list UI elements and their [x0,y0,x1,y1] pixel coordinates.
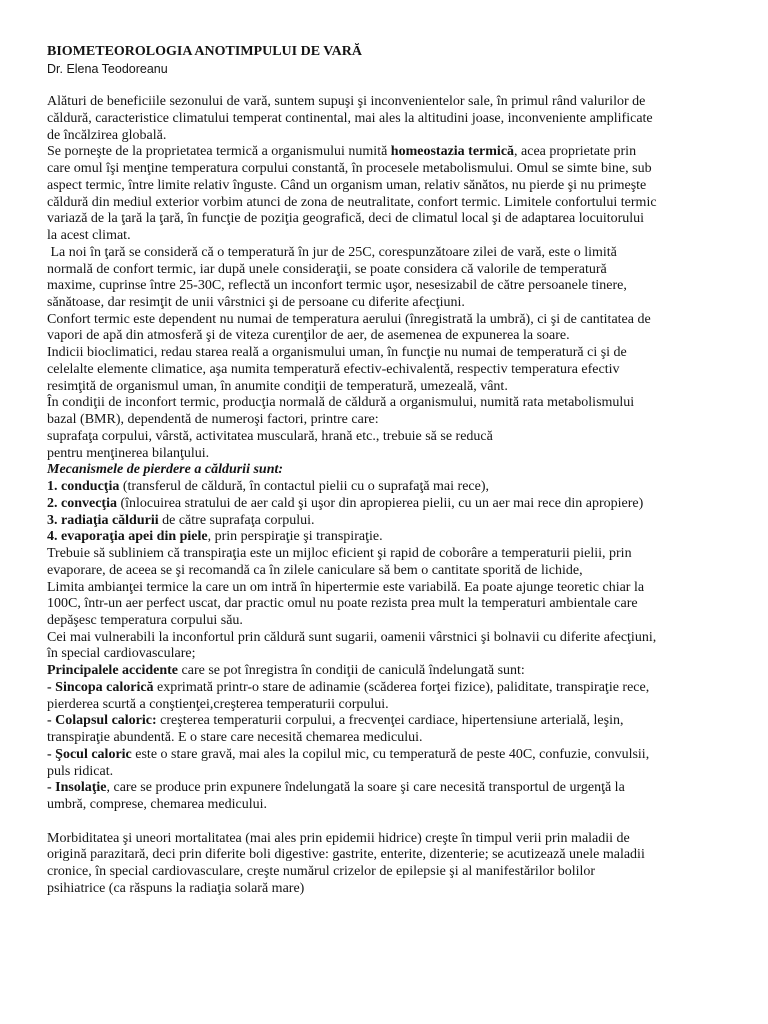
text-line [47,345,744,362]
paragraph [47,245,744,312]
bold-term: 1. conducţia [47,479,120,495]
text-run: Indicii bioclimatici, redau starea reală a organismului uman, în funcţie nu numai de temperatură ci şi de [47,345,627,361]
text-line [47,412,744,429]
text-line [47,328,744,345]
paragraph [47,395,744,462]
text-line [47,881,744,898]
bold-term: 3. radiaţia căldurii [47,512,159,528]
subheading-text: Mecanismele de pierdere a căldurii sunt: [47,462,284,478]
author-name: Dr. Elena Teodoreanu [47,61,168,76]
text-run: resimţită de organismul uman, în anumite condiţii de temperatură, umezeală, vânt. [47,378,508,394]
text-line [47,362,744,379]
text-run: cronice, în special cardiovasculare, creşte numărul crizelor de epilepsie şi al manifestărilor bolilor [47,863,596,879]
text-run: La noi în ţară se consideră că o temperatură în jur de 25C, corespunzătoare zilei de vară, este o limită [47,244,617,260]
text-line [47,278,744,295]
text-line [47,630,744,647]
bold-term: - Sincopa calorică [47,679,154,695]
text-run: transpiraţie abundentă. E o stare care necesită chemarea medicului. [47,730,423,746]
text-run: Alături de beneficiile sezonului de vară, suntem supuşi şi inconvenientelor sale, în primul rând valurilor de [47,94,646,110]
text-line [47,529,744,546]
paragraph [47,630,744,663]
text-line [47,546,744,563]
text-line [47,245,744,262]
text-run: maxime, cuprinse între 25-30C, reflectă un inconfort termic uşor, nesesizabil de către persoanele tinere, [47,278,627,294]
paragraph [47,546,744,579]
paragraph [47,479,744,496]
text-line [47,580,744,597]
text-line [47,94,744,111]
text-line [47,680,744,697]
paragraph [47,713,744,746]
text-line [47,513,744,530]
text-line [47,144,744,161]
text-line [47,596,744,613]
text-line [47,211,744,228]
text-line [47,429,744,446]
text-run: Limita ambianţei termice la care un om intră în hipertermie este variabilă. Ea poate ajunge teoretic chiar la [47,579,645,595]
bold-term: 2. convecţia [47,495,117,511]
bold-term: - Colapsul caloric: [47,713,157,729]
bold-term: - Insolaţie [47,780,107,796]
paragraph [47,580,744,630]
text-line [47,479,744,496]
text-line [47,563,744,580]
text-run: căldură din mediul exterior vorbim atunci de zona de neutralitate, confort termic. Limitele confortului termic [47,194,657,210]
text-run: exprimată printr-o stare de adinamie (scăderea forţei fizice), paliditate, transpiraţie rece, [153,679,650,695]
paragraph [47,94,744,144]
text-run: Cei mai vulnerabili la inconfortul prin căldură sunt sugarii, oamenii vârstnici şi bolnavii cu diferite afecţiuni, [47,629,657,645]
text-line [47,697,744,714]
text-line [47,178,744,195]
bold-term: Principalele accidente [47,663,179,679]
text-run: suprafaţa corpului, vârstă, activitatea musculară, hrană etc., trebuie să se reducă [47,428,493,444]
text-run: psihiatrice (ca răspuns la radiaţia solară mare) [47,880,305,896]
paragraph [47,680,744,713]
document-section [47,94,744,814]
text-line [47,864,744,881]
text-run: Morbiditatea şi uneori mortalitatea (mai ales prin epidemii hidrice) creşte în timpul verii prin maladii de [47,830,630,846]
text-line [47,713,744,730]
text-run: umbră, comprese, chemarea medicului. [47,797,268,813]
paragraph [47,831,744,898]
paragraph [47,780,744,813]
text-line [47,831,744,848]
text-run: este o stare gravă, mai ales la copilul mic, cu temperatură de peste 40C, confuzie, convulsii, [131,746,650,762]
bold-term: - Şocul caloric [47,746,132,762]
text-run: de către suprafaţa corpului. [158,512,315,528]
text-run: sănătoase, dar resimţit de unii vârstnici şi de persoane cu diferite afecţiuni. [47,295,465,311]
text-line [47,496,744,513]
paragraph [47,513,744,530]
text-run: în special cardiovasculare; [47,646,196,662]
document-section [47,831,744,898]
text-line [47,446,744,463]
text-line [47,312,744,329]
text-run: creşterea temperaturii corpului, a frecvenţei cardiace, hipertensiune arterială, leşin, [156,713,624,729]
text-run: depăşesc temperatura corpului său. [47,612,243,628]
text-run: la acest climat. [47,228,131,244]
text-line [47,395,744,412]
text-line [47,111,744,128]
text-run: puls ridicat. [47,763,114,779]
paragraph [47,747,744,780]
text-line [47,780,744,797]
text-run: de încălzirea globală. [47,127,167,143]
text-run: , acea proprietate prin [514,144,637,160]
text-line [47,195,744,212]
text-line [47,730,744,747]
text-line [47,262,744,279]
text-line [47,663,744,680]
paragraph [47,529,744,546]
paragraph [47,312,744,345]
text-run: pierderea scurtă a conştienţei,creşterea temperaturii corpului. [47,696,389,712]
text-line [47,764,744,781]
text-run: variază de la ţară la ţară, în funcţie de poziţia geografică, deci de climatul local şi de adaptarea locuitorului [47,211,645,227]
document-title: BIOMETEOROLOGIA ANOTIMPULUI DE VARĂ [47,44,362,59]
paragraph [47,345,744,395]
text-line [47,646,744,663]
text-run: origină parazitară, deci prin diferite boli digestive: gastrite, enterite, dizenterie; se acutizează unele maladii [47,847,645,863]
text-run: care omul îşi menţine temperatura corpului constantă, în procesele metabolismului. Omul se simte bine, sub [47,161,652,177]
text-run: vapori de apă din atmosferă şi de viteza curenţilor de aer, de asemenea de expunerea la soare. [47,328,570,344]
text-line [47,228,744,245]
text-line [47,747,744,764]
text-line [47,613,744,630]
document-header [47,44,744,77]
text-line [47,462,744,479]
text-line [47,847,744,864]
bold-term: 4. evaporaţia apei din piele [47,529,208,545]
text-run: bazal (BMR), dependentă de numeroşi factori, printre care: [47,412,379,428]
paragraph [47,144,744,244]
text-run: normală de confort termic, iar după unele consideraţii, se poate considera că valorile de temperatură [47,261,607,277]
text-run: (înlocuirea stratului de aer cald şi uşor din apropierea pielii, cu un aer mai rece din apropiere) [116,495,644,511]
text-run: (transferul de căldură, în contactul pielii cu o suprafaţă mai rece), [119,479,490,495]
text-run: Trebuie să subliniem că transpiraţia este un mijloc eficient şi rapid de coborâre a temperaturii pielii, prin [47,546,632,562]
document-body [47,94,744,897]
text-run: aspect termic, între limite relativ înguste. Când un organism uman, relativ sănătos, nu pierde şi nu primeşte [47,177,647,193]
text-run: pentru menţinerea bilanţului. [47,445,210,461]
text-run: care se pot înregistra în condiţii de caniculă îndelungată sunt: [178,663,525,679]
text-run: , care se produce prin expunere îndelungată la soare şi care necesită transportul de urgenţă la [106,780,625,796]
text-run: căldură, caracteristice climatului temperat continental, mai ales la altitudini joase, inconveniente amplificate [47,110,653,126]
text-run: 100C, într-un aer perfect uscat, dar practic omul nu poate rezista prea mult la temperaturi ambientale care [47,596,638,612]
paragraph [47,462,744,479]
paragraph [47,496,744,513]
text-run: , prin perspiraţie şi transpiraţie. [207,529,383,545]
text-line [47,161,744,178]
paragraph [47,663,744,680]
text-run: Confort termic este dependent nu numai de temperatura aerului (înregistrată la umbră), ci şi de cantitatea de [47,311,651,327]
text-line [47,295,744,312]
text-line [47,379,744,396]
text-run: Se porneşte de la proprietatea termică a organismului numită [47,144,391,160]
text-run: În condiţii de inconfort termic, producţia normală de căldură a organismului, numită rata metabolismului [47,395,635,411]
text-line [47,797,744,814]
bold-term: homeostazia termică [390,144,515,160]
text-line [47,128,744,145]
text-run: celelalte elemente climatice, aşa numita temperatură efectiv-echivalentă, respectiv temperatura efectiv [47,361,620,377]
text-run: evaporare, de aceea se şi recomandă ca în zilele caniculare să bem o cantitate sporită de lichide, [47,562,583,578]
